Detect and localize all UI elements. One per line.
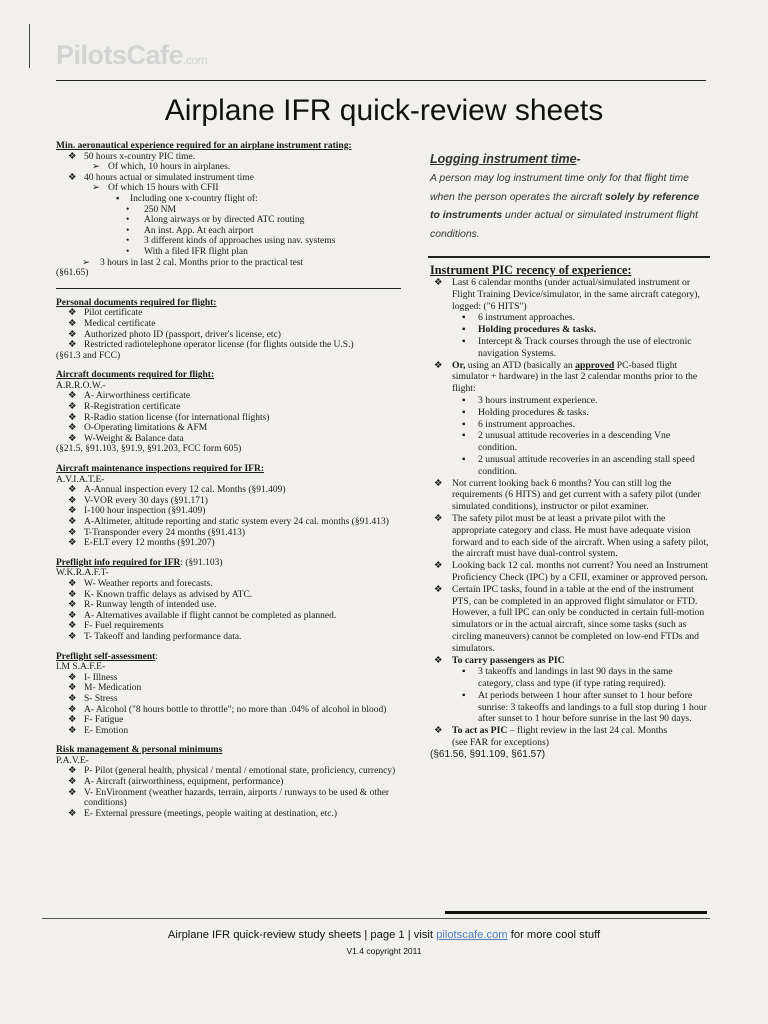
list-item: ❖ K- Known traffic delays as advised by ATC. — [68, 589, 253, 600]
list-item: ❖ M- Medication — [68, 683, 142, 694]
right-column — [430, 263, 710, 761]
section-heading: Aircraft maintenance inspections required for IFR: — [56, 464, 265, 475]
list-item: ▪ 3 hours instrument experience. — [462, 394, 598, 406]
list-item: • Along airways or by directed ATC routing — [126, 215, 305, 226]
list-item: ❖ The safety pilot must be at least a private pilot with the appropriate category and class. He must have adequate vision forward and to each side of the aircraft. When using a safety pilot, the aircraft must have dual-control system. — [434, 512, 709, 560]
list-item: ❖ Restricted radiotelephone operator license (for flights outside the U.S.) — [68, 340, 354, 351]
section-heading: Aircraft documents required for flight: — [56, 370, 215, 381]
page-footer: Airplane IFR quick-review study sheets | page 1 | visit pilotscafe.com for more cool stuff — [167, 929, 601, 941]
section-heading-row: Instrument PIC recency of experience: — [430, 263, 632, 277]
list-item: ❖ R- Runway length of intended use. — [68, 600, 217, 611]
list-item: ❖ E-ELT every 12 months (§91.207) — [68, 538, 215, 549]
list-item: ❖ 50 hours x-country PIC time. — [68, 151, 196, 162]
list-item: ❖ I-100 hour inspection (§91.409) — [68, 506, 206, 517]
list-item: ❖ P- Pilot (general health, physical / mental / emotional state, proficiency, currency) — [68, 766, 396, 777]
section-heading: Personal documents required for flight: — [56, 297, 217, 308]
list-item: ▪ 2 unusual attitude recoveries in an ascending stall speed condition. — [462, 453, 695, 477]
list-item: ❖ A- Alcohol ("8 hours bottle to throttle"; no more than .04% of alcohol in blood) — [68, 704, 387, 715]
list-item: ➢ Of which 15 hours with CFII — [92, 183, 219, 194]
list-item: ❖ To carry passengers as PIC — [434, 654, 565, 666]
list-item: ❖ 40 hours actual or simulated instrument time — [68, 172, 254, 183]
list-item: ▪ Holding procedures & tasks. — [462, 406, 589, 418]
list-item: ➢ 3 hours in last 2 cal. Months prior to the practical test — [82, 257, 304, 268]
list-item: • An inst. App. At each airport — [126, 225, 254, 236]
list-item: ❖ A-Altimeter, altitude reporting and static system every 24 cal. months (§91.413) — [68, 517, 389, 527]
note: (see FAR for exceptions) — [452, 737, 549, 749]
list-item: ❖ R-Radio station license (for international flights) — [68, 412, 270, 423]
list-item: ❖ Medical certificate — [68, 318, 156, 329]
list-item: ❖ F- Fatigue — [68, 715, 124, 726]
acronym: A.R.R.O.W.- — [56, 380, 106, 391]
watermark-logo: PilotsCafe.com — [56, 40, 208, 70]
section-heading: Min. aeronautical experience required for an airplane instrument rating: — [56, 141, 352, 151]
list-item: • 3 different kinds of approaches using nav. systems — [126, 236, 336, 247]
list-item: ❖ O-Operating limitations & AFM — [68, 423, 208, 434]
reference: (§61.65) — [56, 268, 89, 279]
list-item: ❖ Last 6 calendar months (under actual/simulated instrument or Flight Training Device/simulator, in the same aircraft category), logged: ("6 HITS") — [434, 277, 700, 312]
list-item: • With a filed IFR flight plan — [126, 246, 248, 257]
list-item: ❖ I- Illness — [68, 672, 118, 683]
list-item: ❖ T-Transponder every 24 months (§91.413) — [68, 527, 246, 538]
list-item: ▪ 6 instrument approaches. — [462, 418, 576, 430]
section-heading-row: Preflight self-assessment: — [56, 651, 158, 662]
page-title: Airplane IFR quick-review sheets — [164, 94, 604, 127]
logging-heading: Logging instrument time- — [430, 152, 581, 166]
list-item: ➢ Of which, 10 hours in airplanes. — [92, 162, 231, 173]
list-item: ❖ E- External pressure (meetings, people waiting at destination, etc.) — [68, 808, 337, 819]
list-item: ▪ At periods between 1 hour after sunset to 1 hour before sunrise: 3 takeoffs and landings to a full stop during 1 hour after sunset to 1 hour before sunrise in the last 90 days. — [462, 689, 707, 725]
acronym: P.A.V.E- — [56, 755, 89, 766]
list-item: ❖ Certain IPC tasks, found in a table at the end of the instrument PTS, can be completed in an approved flight simulator or FTD. However, a full IPC can only be conducted in certain full-motion simulators or in the actual aircraft, since some tasks (such as circling maneuvers) cannot be completed on low-end FTDs and simulators. — [434, 583, 705, 654]
list-item: ▪ Intercept & Track courses through the use of electronic navigation Systems. — [462, 335, 692, 359]
list-item: ❖ F- Fuel requirements — [68, 621, 164, 632]
reference: (§61.56, §91.109, §61.57) — [430, 748, 546, 760]
acronym: A.V.I.A.T.E- — [56, 474, 105, 485]
reference: (§21.5, §91.103, §91.9, §91.203, FCC form 605) — [56, 444, 242, 455]
top-rule — [56, 80, 706, 81]
list-item: ❖ Pilot certificate — [68, 308, 143, 319]
list-item: ▪ 2 unusual attitude recoveries in a descending Vne condition. — [462, 430, 671, 454]
list-item: ▪ Including one x-country flight of: — [116, 193, 258, 204]
section-divider — [56, 288, 401, 289]
list-item: ▪ 6 instrument approaches. — [462, 312, 576, 324]
list-item: ❖ W-Weight & Balance data — [68, 433, 184, 444]
list-item: ▪ Holding procedures & tasks. — [462, 324, 597, 336]
list-item: ❖ A-Annual inspection every 12 cal. Months (§91.409) — [68, 485, 286, 496]
acronym: I.M S.A.F.E- — [56, 662, 106, 673]
scan-margin-mark — [29, 24, 30, 68]
list-item: ❖ R-Registration certificate — [68, 402, 181, 413]
list-item: ❖ A- Aircraft (airworthiness, equipment, performance) — [68, 777, 284, 788]
list-item: ❖ V-VOR every 30 days (§91.171) — [68, 495, 208, 506]
reference: (§61.3 and FCC) — [56, 350, 121, 361]
list-item: ❖ W- Weather reports and forecasts. — [68, 578, 213, 589]
section-divider — [445, 911, 707, 914]
list-item: ❖ A- Airworthiness certificate — [68, 391, 191, 402]
list-item: ❖ E- Emotion — [68, 725, 129, 736]
left-column — [56, 141, 401, 819]
list-item: ❖ Or, using an ATD (basically an approved PC-based flight simulator + hardware) in the last 2 calendar months prior to the flight: — [434, 359, 698, 395]
list-item: ▪ 3 takeoffs and landings in last 90 days in the same category, class and type (if type rating required). — [462, 666, 673, 690]
list-item: ❖ To act as PIC – flight review in the last 24 cal. Months — [434, 725, 668, 737]
list-item: ❖ S- Stress — [68, 693, 118, 704]
list-item: • 250 NM — [126, 204, 176, 215]
site-link[interactable]: pilotscafe.com — [436, 929, 508, 941]
list-item: ❖ Authorized photo ID (passport, driver's license, etc) — [68, 329, 281, 340]
copyright: V1.4 copyright 2011 — [346, 946, 422, 956]
acronym: W.K.R.A.F.T- — [56, 568, 109, 579]
list-item: ❖ V- EnVironment (weather hazards, terrain, airports / runways to be used & other conditions) — [68, 787, 390, 809]
logging-paragraph: A person may log instrument time only for that flight time when the person operates the aircraft solely by reference to instruments under actual or simulated instrument flight conditions. — [430, 173, 700, 240]
list-item: ❖ A- Alternatives available if flight cannot be completed as planned. — [68, 610, 337, 621]
section-heading: Risk management & personal minimums — [56, 745, 223, 756]
list-item: ❖ T- Takeoff and landing performance data. — [68, 631, 242, 642]
list-item: ❖ Looking back 12 cal. months not current? You need an Instrument Proficiency Check (IPC) by a CFII, examiner or approved person. — [434, 560, 709, 583]
section-heading-row: Preflight info required for IFR: (§91.103) — [56, 557, 223, 568]
section-divider — [428, 256, 710, 258]
bottom-rule — [42, 918, 710, 919]
list-item: ❖ Not current looking back 6 months? You can still log the requirements (6 HITS) and get current with a safety pilot (under simulated conditions), instructor or pilot examiner. — [434, 477, 701, 513]
